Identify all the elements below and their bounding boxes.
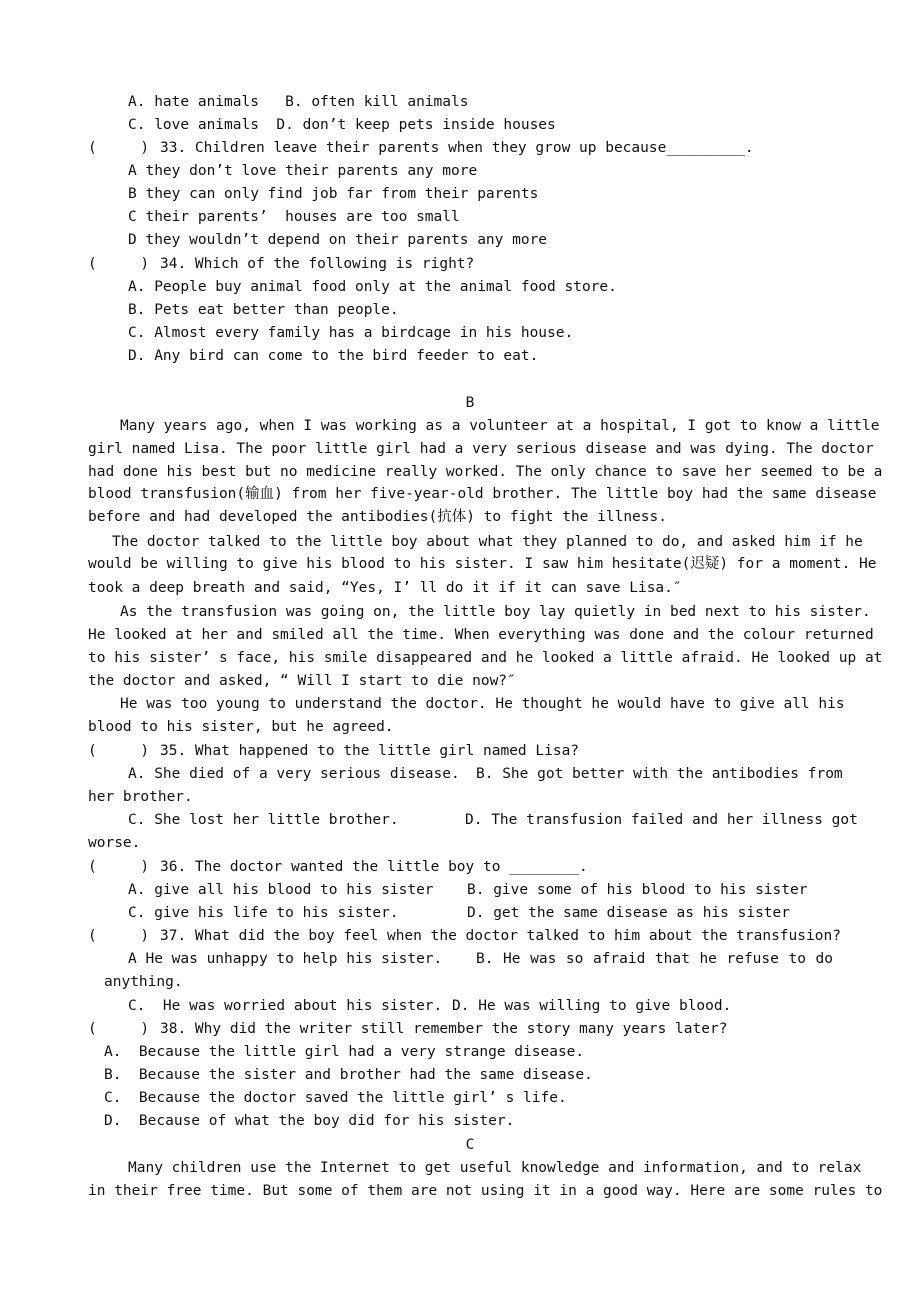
q36-answer-bracket[interactable]: ( ) [88,859,150,875]
passage-b-p4-line: blood to his sister, but he agreed. [88,719,394,735]
q36-option-c: C. give his life to his sister. [128,905,399,921]
q34-answer-bracket[interactable]: ( ) [88,256,150,272]
q34-option-a: A. People buy animal food only at the animal food store. [128,279,617,295]
passage-c-p1-line: Many children use the Internet to get useful knowledge and information, and to relax [128,1160,862,1176]
q36-option-b: B. give some of his blood to his sister [467,882,808,898]
q35-option-d: D. The transfusion failed and her illness got [465,812,858,828]
passage-b-p3-line: the doctor and asked, “ Will I start to die now?″ [88,673,516,689]
section-b-heading: B [465,395,475,411]
q35-option-c: C. She lost her little brother. [128,812,399,828]
q37-option-b-cont: anything. [104,974,183,990]
q32-options-c-d: C. love animals D. don’t keep pets inside houses [128,117,556,133]
passage-b-p1-line: Many years ago, when I was working as a volunteer at a hospital, I got to know a little [120,418,880,434]
passage-b-p1-line: blood transfusion(输血) from her five-year-old brother. The little boy had the same disease [88,486,877,502]
q33-option-b: B they can only find job far from their parents [128,186,539,202]
q35-option-b-cont: her brother. [88,789,193,805]
q36-option-a: A. give all his blood to his sister [128,882,434,898]
passage-b-p2-line: The doctor talked to the little boy about what they planned to do, and asked him if he [112,534,863,550]
q34-option-d: D. Any bird can come to the bird feeder to eat. [128,348,539,364]
q37-option-a: A He was unhappy to help his sister. [128,951,443,967]
q35-option-b: B. She got better with the antibodies from [476,766,843,782]
passage-b-p3-line: to his sister’ s face, his smile disappeared and he looked a little afraid. He looked up at [88,650,883,666]
q38-option-c: C. Because the doctor saved the little girl’ s life. [104,1090,567,1106]
q37-option-b: B. He was so afraid that he refuse to do [476,951,833,967]
passage-c-p1-line: in their free time. But some of them are not using it in a good way. Here are some rules to [88,1183,883,1199]
passage-b-p1-line: had done his best but no medicine really worked. The only chance to save her seemed to be a [88,464,883,480]
q37-stem: 37. What did the boy feel when the doctor talked to him about the transfusion? [160,928,841,944]
section-c-heading: C [465,1137,475,1153]
passage-b-p1-line: before and had developed the antibodies(抗体) to fight the illness. [88,509,667,525]
q38-option-b: B. Because the sister and brother had the same disease. [104,1067,593,1083]
q38-option-a: A. Because the little girl had a very strange disease. [104,1044,585,1060]
q38-option-d: D. Because of what the boy did for his sister. [104,1113,515,1129]
passage-b-p3-line: As the transfusion was going on, the little boy lay quietly in bed next to his sister. [120,604,871,620]
q35-answer-bracket[interactable]: ( ) [88,743,150,759]
passage-b-p2-line: would be willing to give his blood to his sister. I saw him hesitate(迟疑) for a moment. He [88,556,877,572]
passage-b-p2-line: took a deep breath and said, “Yes, I’ ll do it if it can save Lisa.″ [88,580,682,596]
q36-stem: 36. The doctor wanted the little boy to ________. [160,859,588,875]
q35-option-a: A. She died of a very serious disease. [128,766,460,782]
q33-option-d: D they wouldn’t depend on their parents any more [128,232,548,248]
q38-stem: 38. Why did the writer still remember the story many years later? [160,1021,728,1037]
q38-answer-bracket[interactable]: ( ) [88,1021,150,1037]
q37-answer-bracket[interactable]: ( ) [88,928,150,944]
q34-option-c: C. Almost every family has a birdcage in his house. [128,325,574,341]
q32-options-a-b: A. hate animals B. often kill animals [128,94,469,110]
q35-stem: 35. What happened to the little girl named Lisa? [160,743,580,759]
q34-option-b: B. Pets eat better than people. [128,302,399,318]
q33-option-a: A they don’t love their parents any more [128,163,478,179]
passage-b-p1-line: girl named Lisa. The poor little girl had a very serious disease and was dying. The doctor [88,441,874,457]
passage-b-p4-line: He was too young to understand the doctor. He thought he would have to give all his [120,696,845,712]
q35-option-d-cont: worse. [88,835,141,851]
q37-option-d: D. He was willing to give blood. [452,998,732,1014]
q37-option-c: C. He was worried about his sister. [128,998,443,1014]
q33-option-c: C their parents’ houses are too small [128,209,460,225]
q34-stem: 34. Which of the following is right? [160,256,475,272]
q33-stem: 33. Children leave their parents when they grow up because_________. [160,140,754,156]
q33-answer-bracket[interactable]: ( ) [88,140,150,156]
q36-option-d: D. get the same disease as his sister [467,905,791,921]
passage-b-p3-line: He looked at her and smiled all the time. When everything was done and the colour returned [88,627,874,643]
